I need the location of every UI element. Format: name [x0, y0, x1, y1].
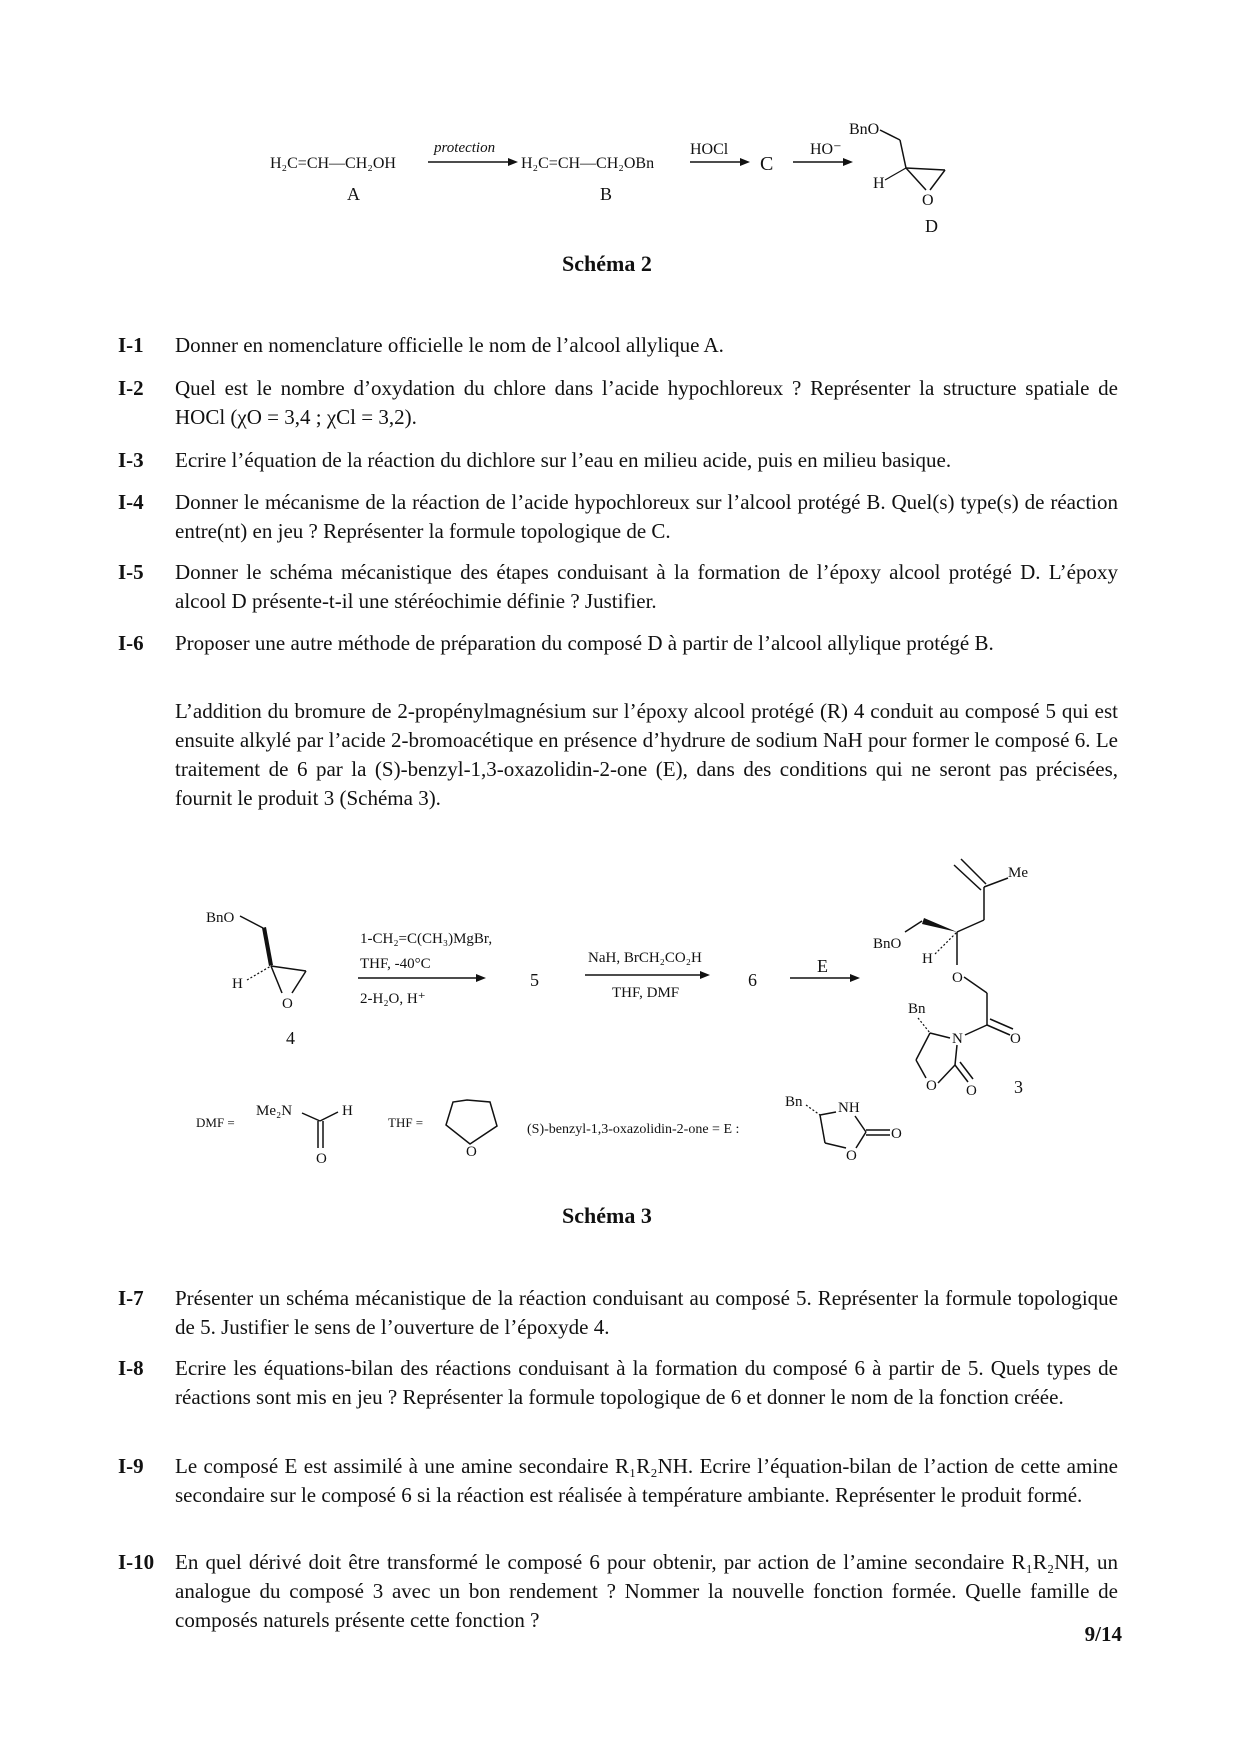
step1-line1: 1-CH₂=C(CH₃)MgBr, — [360, 931, 493, 947]
label-5: 5 — [530, 970, 539, 990]
question-text: Ecrire l’équation de la réaction du dichlore sur l’eau en milieu acide, puis en milieu basique. — [175, 448, 952, 472]
p3-ring-co-2 — [960, 1062, 973, 1079]
c4-bond-1 — [240, 916, 263, 928]
question-i-7 — [118, 1284, 1118, 1342]
p3-bno: BnO — [873, 936, 902, 952]
compound-b: H₂C=CH—CH₂OBn — [521, 155, 655, 172]
intro-paragraph: L’addition du bromure de 2-propénylmagnésium sur l’époxy alcool protégé (R) 4 conduit au composé 5 qui est ensuite alkylé par l’acide 2-bromoacétique en présence d’hydrure de sodium NaH pour former le composé 6. Le traitement de 6 par la (S)-benzyl-1,3-oxazolidin-2-one (E), dans des conditions qui ne seront pas précisées, fournit le produit 3 (Schéma 3). — [175, 699, 1118, 810]
question-number: I-3 — [118, 448, 144, 472]
d-bond-1 — [880, 130, 900, 140]
step2-bottom: THF, DMF — [612, 985, 680, 1001]
d-bond-h — [885, 168, 906, 180]
question-i-5 — [118, 558, 1118, 616]
scheme-2-caption: Schéma 2 — [562, 251, 652, 276]
question-i-10 — [118, 1548, 1118, 1635]
arrow3-label: HO⁻ — [810, 141, 842, 158]
d-h: H — [873, 175, 885, 192]
c4-h: H — [232, 976, 243, 992]
p3-ring-5 — [955, 1045, 957, 1065]
question-i-6 — [118, 629, 1118, 658]
question-text: Proposer une autre méthode de préparation du composé D à partir de l’alcool allylique protégé B. — [175, 631, 994, 655]
d-ring-2 — [906, 168, 926, 190]
question-number: I-7 — [118, 1286, 144, 1310]
p3-me: Me — [1008, 865, 1028, 881]
c4-bno: BnO — [206, 910, 235, 926]
compound-a: H₂C=CH—CH₂OH — [270, 155, 396, 172]
p3-n: N — [952, 1031, 963, 1047]
e-label: (S)-benzyl-1,3-oxazolidin-2-one = E : — [527, 1122, 740, 1137]
step2-top: NaH, BrCH₂CO₂H — [588, 950, 702, 966]
p3-dbl-2 — [961, 859, 986, 884]
question-number: I-1 — [118, 333, 144, 357]
p3-ring-2 — [916, 1033, 930, 1060]
label-4: 4 — [286, 1028, 295, 1048]
question-i-8 — [118, 1354, 1118, 1412]
label-3: 3 — [1014, 1077, 1023, 1097]
d-o: O — [922, 192, 934, 209]
c4-ring-3 — [292, 971, 306, 993]
arrow-2-head — [740, 158, 750, 166]
question-text: Donner le mécanisme de la réaction de l’acide hypochloreux sur l’alcool protégé B. Quel(s) type(s) de réaction entre(nt) en jeu ? Représenter la formule topologique de C. — [175, 490, 1118, 543]
d-ring-3 — [930, 170, 945, 190]
dmf-o: O — [316, 1151, 327, 1167]
p3-h: H — [922, 951, 933, 967]
question-number: I-4 — [118, 490, 144, 514]
question-text: Ecrire les équations-bilan des réactions conduisant à la formation du composé 6 à partir de 5. Quels types de réactions sont mis en jeu ? Représenter la formule topologique de 6 et donner le nom de la fonction créée. — [175, 1356, 1118, 1409]
question-number: I-6 — [118, 631, 144, 655]
step1-line3: 2-H₂O, H⁺ — [360, 991, 426, 1007]
question-number: I-2 — [118, 376, 144, 400]
c4-ring-1 — [271, 966, 306, 971]
p3-ring-co-1 — [955, 1065, 968, 1082]
p3-dbl-1 — [954, 865, 981, 890]
d-ring-1 — [906, 168, 945, 170]
c4-o: O — [282, 996, 293, 1012]
arrow-1-head — [508, 158, 518, 166]
dmf-bond-1 — [302, 1113, 320, 1121]
arrow-step2-head — [700, 971, 710, 979]
e-ring-1 — [820, 1112, 836, 1115]
question-text: Présenter un schéma mécanistique de la réaction conduisant au composé 5. Représenter la formule topologique de 5. Justifier le sens de l’ouverture de l’époxyde 4. — [175, 1286, 1118, 1339]
d-bno: BnO — [849, 121, 880, 138]
question-i-1 — [118, 331, 1118, 360]
p3-o1: O — [952, 970, 963, 986]
label-b: B — [600, 184, 613, 204]
p3-wedge — [922, 918, 957, 932]
p3-ring-3 — [916, 1060, 926, 1078]
arrow2-label: HOCl — [690, 141, 729, 158]
arrow1-label: protection — [434, 140, 496, 156]
d-bond-2 — [900, 140, 906, 168]
question-text: En quel dérivé doit être transformé le composé 6 pour obtenir, par action de l’amine secondaire R₁R₂NH, un analogue du composé 3 avec un bon rendement ? Nommer la nouvelle fonction formée. Quelle famille de composés naturels présente cette fonction ? — [175, 1550, 1118, 1632]
scheme-3-caption: Schéma 3 — [562, 1203, 652, 1228]
p3-ring-4 — [938, 1065, 955, 1083]
p3-chain-2 — [957, 920, 984, 932]
e-o1: O — [891, 1126, 902, 1142]
dmf-h: H — [342, 1103, 353, 1119]
p3-ring-1 — [930, 1033, 950, 1038]
p3-me-bond — [984, 878, 1008, 887]
arrow-3-head — [843, 158, 853, 166]
question-i-2 — [118, 374, 1118, 432]
p3-co-n — [965, 1025, 987, 1035]
label-a: A — [347, 184, 360, 204]
e-ring-3 — [825, 1143, 846, 1148]
arrow-step1-head — [476, 974, 486, 982]
e-ring-2 — [820, 1115, 825, 1143]
p3-bn-hash — [918, 1018, 930, 1033]
label-c: C — [760, 153, 774, 175]
e-bn: Bn — [785, 1094, 803, 1110]
scheme-3-diagram — [0, 850, 1240, 1180]
c4-hash — [247, 966, 271, 980]
question-number: I-8 — [118, 1356, 144, 1380]
question-text: Donner le schéma mécanistique des étapes conduisant à la formation de l’époxy alcool protégé D. L’époxy alcool D présente-t-il une stéréochimie définie ? Justifier. — [175, 560, 1118, 613]
thf-o: O — [466, 1144, 477, 1160]
p3-o-ch2 — [964, 977, 987, 993]
p3-o4: O — [966, 1083, 977, 1099]
p3-bno-bond — [905, 921, 922, 932]
dmf-bond-2 — [320, 1112, 338, 1121]
p3-hash — [935, 932, 957, 954]
e-nh: NH — [838, 1100, 860, 1116]
p3-o3: O — [926, 1078, 937, 1094]
p3-o2: O — [1010, 1031, 1021, 1047]
dmf-me2n: Me₂N — [256, 1103, 293, 1119]
label-d: D — [925, 216, 938, 236]
question-number: I-10 — [118, 1550, 155, 1574]
e-ring-4 — [856, 1132, 866, 1148]
arrow-step3-head — [850, 974, 860, 982]
dmf-label: DMF = — [196, 1115, 235, 1130]
step1-line2: THF, -40°C — [360, 956, 431, 972]
thf-label: THF = — [388, 1115, 424, 1130]
question-number: I-5 — [118, 560, 144, 584]
c4-ring-2 — [271, 966, 282, 993]
thf-ring — [446, 1100, 497, 1144]
question-number: I-9 — [118, 1454, 144, 1478]
question-text: Donner en nomenclature officielle le nom de l’alcool allylique A. — [175, 333, 724, 357]
question-i-3 — [118, 446, 1118, 475]
question-i-9 — [118, 1452, 1118, 1510]
p3-bn: Bn — [908, 1001, 926, 1017]
e-ring-5 — [855, 1116, 866, 1132]
question-text: Le composé E est assimilé à une amine secondaire R₁R₂NH. Ecrire l’équation-bilan de l’action de cette amine secondaire sur le composé 6 si la réaction est réalisée à température ambiante. Représenter le produit formé. — [175, 1454, 1118, 1507]
e-o2: O — [846, 1148, 857, 1164]
question-i-4 — [118, 488, 1118, 546]
step3-label: E — [817, 956, 828, 976]
page-number: 9/14 — [1084, 1622, 1122, 1646]
scheme-2-diagram — [0, 0, 1240, 250]
question-text: Quel est le nombre d’oxydation du chlore dans l’acide hypochloreux ? Représenter la structure spatiale de HOCl (χO = 3,4 ; χCl = 3,2). — [175, 376, 1118, 429]
label-6: 6 — [748, 970, 757, 990]
e-bn-hash — [806, 1105, 820, 1115]
c4-wedge — [262, 927, 273, 966]
